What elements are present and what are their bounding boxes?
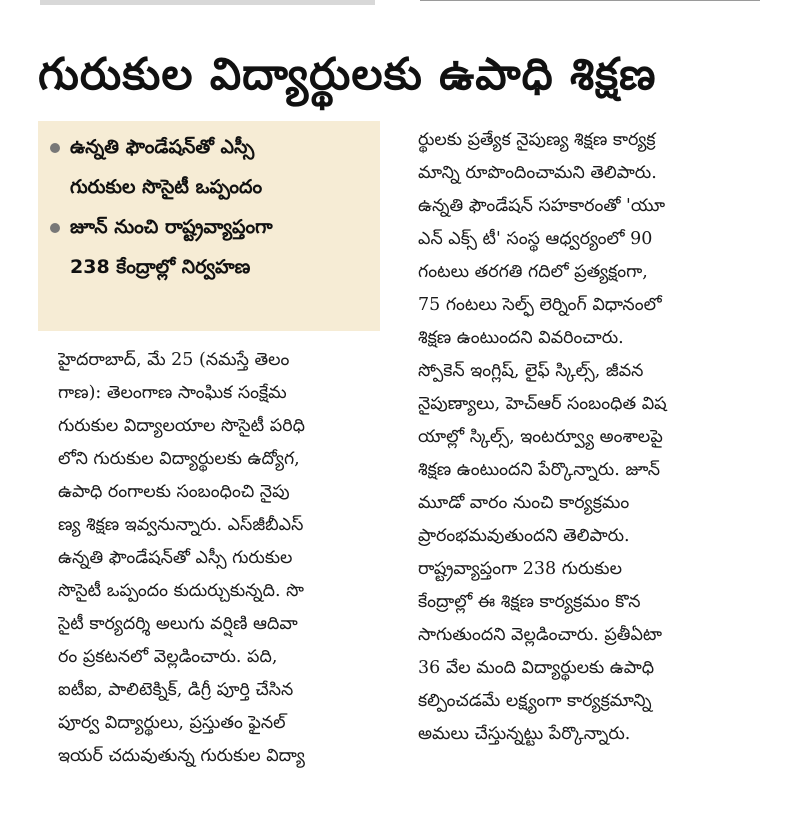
body-line: ఇయర్ చదువుతున్న గురుకుల విద్యా <box>58 746 305 766</box>
body-line: కేంద్రాల్లో ఈ శిక్షణ కార్యక్రమం కొన <box>418 592 641 612</box>
body-line: పూర్వ విద్యార్థులు, ప్రస్తుతం ఫైనల్ <box>58 713 286 733</box>
body-line: ఐటీఐ, పాలిటెక్నిక్, డిగ్రీ పూర్తి చేసిన <box>58 680 294 700</box>
article-headline: గురుకుల విద్యార్థులకు ఉపాధి శిక్షణ <box>38 49 657 100</box>
body-line: 36 వేల మంది విద్యార్థులకు ఉపాధి <box>418 658 655 678</box>
body-line: గాణ): తెలంగాణ సాంఘిక సంక్షేమ <box>58 383 287 403</box>
highlight-text: 238 కేంద్రాల్లో నిర్వహణ <box>70 256 251 278</box>
article-column-right <box>418 124 764 751</box>
body-line: లోని గురుకుల విద్యార్థులకు ఉద్యోగ, <box>58 449 300 469</box>
body-line: యాల్లో స్కిల్స్, ఇంటర్వ్యూ అంశాలపై <box>418 427 663 447</box>
top-rule-right <box>420 0 760 1</box>
body-line: 75 గంటలు సెల్ఫ్ లెర్నింగ్ విధానంలో <box>418 295 662 315</box>
bullet-icon <box>50 223 60 233</box>
body-line: స్పోకెన్ ఇంగ్లిష్, లైఫ్ స్కిల్స్, జీవన <box>418 361 644 381</box>
body-line: సాగుతుందని వెల్లడించారు. ప్రతీఏటా <box>418 625 663 645</box>
body-line: గంటలు తరగతి గదిలో ప్రత్యక్షంగా, <box>418 262 648 282</box>
body-line: ఉపాధి రంగాలకు సంబంధించి నైపు <box>58 482 290 502</box>
highlights-box <box>38 121 380 331</box>
body-line: రం ప్రకటనలో వెల్లడించారు. పది, <box>58 647 278 667</box>
body-line: శిక్షణ ఉంటుందని వివరించారు. <box>418 328 624 348</box>
bullet-icon <box>50 143 60 153</box>
highlight-text: జూన్ నుంచి రాష్ట్రవ్యాప్తంగా <box>70 216 273 238</box>
body-line: ణ్య శిక్షణ ఇవ్వనున్నారు. ఎస్‌జీబీఎస్ <box>58 515 304 535</box>
highlight-item <box>50 127 372 167</box>
article-column-left <box>58 344 384 773</box>
body-line: ర్థులకు ప్రత్యేక నైపుణ్య శిక్షణ కార్యక్ర <box>418 130 656 150</box>
body-line: శిక్షణ ఉంటుందని పేర్కొన్నారు. జూన్ <box>418 460 660 480</box>
body-line: సైటీ కార్యదర్శి అలుగు వర్షిణి ఆదివా <box>58 614 298 634</box>
body-line: అమలు చేస్తున్నట్టు పేర్కొన్నారు. <box>418 724 631 744</box>
body-line: రాష్ట్రవ్యాప్తంగా 238 గురుకుల <box>418 559 623 579</box>
body-line: హైదరాబాద్, మే 25 (నమస్తే తెలం <box>58 350 290 370</box>
body-line: ఉన్నతి ఫౌండేషన్‌తో ఎస్సీ గురుకుల <box>58 548 293 568</box>
body-line: గురుకుల విద్యాలయాల సొసైటీ పరిధి <box>58 416 305 436</box>
body-line: ఎన్ ఎక్స్ టీ' సంస్థ ఆధ్వర్యంలో 90 <box>418 229 653 249</box>
highlight-text: ఉన్నతి ఫౌండేషన్‌తో ఎస్సీ <box>70 136 255 158</box>
top-rule-left <box>40 0 375 5</box>
body-line: కల్పించడమే లక్ష్యంగా కార్యక్రమాన్ని <box>418 691 652 711</box>
body-line: ప్రారంభమవుతుందని తెలిపారు. <box>418 526 630 546</box>
body-line: మాన్ని రూపొందించామని తెలిపారు. <box>418 163 657 183</box>
body-line: ఉన్నతి ఫౌండేషన్ సహకారంతో 'యూ <box>418 196 666 216</box>
body-line: మూడో వారం నుంచి కార్యక్రమం <box>418 493 630 513</box>
body-line: నైపుణ్యాలు, హెచ్‌ఆర్ సంబంధిత విష <box>418 394 667 414</box>
highlight-text: గురుకుల సొసైటీ ఒప్పందం <box>70 176 263 198</box>
highlight-item <box>50 207 372 247</box>
body-line: సొసైటీ ఒప్పందం కుదుర్చుకున్నది. సొ <box>58 581 304 601</box>
